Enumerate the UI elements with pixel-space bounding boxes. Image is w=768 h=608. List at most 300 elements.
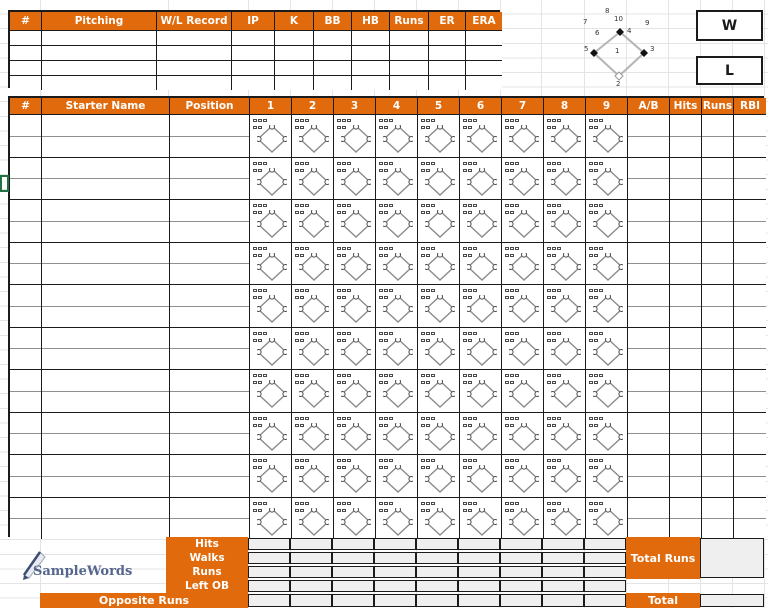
inning-cell[interactable] [460, 114, 502, 157]
substitute-divider [10, 433, 41, 434]
player-number-cell[interactable] [10, 327, 42, 370]
inning-cell[interactable] [586, 412, 628, 455]
pitcher-stat-cell[interactable] [466, 30, 502, 45]
stat-cell[interactable] [734, 114, 766, 157]
stat-cell[interactable] [628, 412, 670, 455]
inning-cell[interactable] [418, 454, 460, 497]
inning-cell[interactable] [376, 284, 418, 327]
substitute-divider [170, 476, 249, 477]
inning-cell[interactable] [502, 199, 544, 242]
starter-name-cell[interactable] [42, 199, 170, 242]
pitching-header-cell: Pitching [42, 12, 157, 30]
inning-cell[interactable] [250, 114, 292, 157]
pitcher-stat-cell[interactable] [466, 45, 502, 60]
summary-value-cell[interactable] [584, 566, 626, 578]
pitcher-stat-cell[interactable] [157, 60, 232, 75]
stat-cell[interactable] [628, 327, 670, 370]
substitute-divider [702, 391, 733, 392]
summary-value-cell[interactable] [416, 566, 458, 578]
base-diamond-icon [593, 465, 623, 493]
summary-value-cell[interactable] [458, 594, 500, 607]
pitcher-stat-cell[interactable] [466, 75, 502, 90]
inning-cell[interactable] [418, 497, 460, 540]
inning-cell[interactable] [418, 157, 460, 200]
inning-cell[interactable] [334, 497, 376, 540]
stat-cell[interactable] [702, 242, 734, 285]
starter-name-cell[interactable] [42, 454, 170, 497]
stat-cell[interactable] [670, 199, 702, 242]
position-cell[interactable] [170, 369, 250, 412]
pitcher-stat-cell[interactable] [390, 30, 429, 45]
position-cell[interactable] [170, 454, 250, 497]
inning-cell[interactable] [334, 454, 376, 497]
inning-cell[interactable] [250, 497, 292, 540]
inning-cell[interactable] [418, 284, 460, 327]
inning-cell[interactable] [334, 199, 376, 242]
substitute-divider [170, 136, 249, 137]
inning-cell[interactable] [376, 369, 418, 412]
starter-name-cell[interactable] [42, 284, 170, 327]
substitute-divider [734, 348, 766, 349]
pitcher-stat-cell[interactable] [314, 30, 352, 45]
pitcher-stat-cell[interactable] [157, 75, 232, 90]
substitute-divider [170, 221, 249, 222]
batting-header-cell: Position [170, 98, 250, 114]
inning-cell[interactable] [250, 284, 292, 327]
pitcher-stat-cell[interactable] [466, 60, 502, 75]
stat-cell[interactable] [734, 497, 766, 540]
substitute-divider [628, 136, 669, 137]
substitute-divider [702, 263, 733, 264]
inning-cell[interactable] [586, 327, 628, 370]
inning-cell[interactable] [418, 369, 460, 412]
starter-name-cell[interactable] [42, 114, 170, 157]
stat-cell[interactable] [628, 284, 670, 327]
inning-cell[interactable] [460, 157, 502, 200]
substitute-divider [670, 518, 701, 519]
starter-name-cell[interactable] [42, 369, 170, 412]
stat-cell[interactable] [670, 284, 702, 327]
stat-cell[interactable] [670, 369, 702, 412]
pitcher-stat-cell[interactable] [10, 30, 42, 45]
summary-value-cell[interactable] [374, 538, 416, 550]
inning-cell[interactable] [376, 412, 418, 455]
stat-cell[interactable] [734, 242, 766, 285]
inning-cell[interactable] [586, 242, 628, 285]
base-diamond-icon [341, 168, 371, 196]
inning-cell[interactable] [502, 369, 544, 412]
total-runs-value-cell[interactable] [700, 538, 764, 578]
inning-cell[interactable] [460, 284, 502, 327]
inning-cell[interactable] [502, 497, 544, 540]
inning-cell[interactable] [376, 199, 418, 242]
summary-value-cell[interactable] [584, 580, 626, 592]
substitute-divider [702, 476, 733, 477]
summary-value-cell[interactable] [332, 594, 374, 607]
stat-cell[interactable] [670, 157, 702, 200]
base-diamond-icon [593, 508, 623, 536]
win-box[interactable] [696, 10, 763, 41]
summary-value-cell[interactable] [542, 538, 584, 550]
inning-cell[interactable] [292, 327, 334, 370]
summary-value-cell[interactable] [542, 580, 584, 592]
position-cell[interactable] [170, 114, 250, 157]
pitcher-stat-cell[interactable] [352, 45, 390, 60]
summary-value-cell[interactable] [290, 566, 332, 578]
pitcher-stat-cell[interactable] [10, 75, 42, 90]
inning-cell[interactable] [586, 497, 628, 540]
substitute-divider [170, 348, 249, 349]
position-cell[interactable] [170, 497, 250, 540]
inning-cell[interactable] [460, 412, 502, 455]
summary-value-cell[interactable] [500, 566, 542, 578]
summary-value-cell[interactable] [416, 552, 458, 564]
summary-value-cell[interactable] [584, 538, 626, 550]
inning-cell[interactable] [376, 242, 418, 285]
stat-cell[interactable] [628, 454, 670, 497]
stat-cell[interactable] [734, 157, 766, 200]
pitcher-stat-cell[interactable] [10, 60, 42, 75]
inning-cell[interactable] [544, 454, 586, 497]
win-label: W [721, 17, 738, 34]
pitcher-stat-cell[interactable] [429, 30, 466, 45]
stat-cell[interactable] [702, 369, 734, 412]
base-diamond-icon [509, 508, 539, 536]
stat-cell[interactable] [628, 157, 670, 200]
stat-cell[interactable] [670, 412, 702, 455]
inning-cell[interactable] [250, 369, 292, 412]
summary-row-label: Walks [189, 552, 225, 564]
inning-cell[interactable] [292, 284, 334, 327]
inning-cell[interactable] [544, 327, 586, 370]
inning-cell[interactable] [292, 369, 334, 412]
base-diamond-icon [383, 125, 413, 153]
summary-value-cell[interactable] [248, 552, 290, 564]
summary-value-cell[interactable] [374, 566, 416, 578]
stat-cell[interactable] [670, 242, 702, 285]
inning-cell[interactable] [376, 497, 418, 540]
inning-cell[interactable] [502, 242, 544, 285]
substitute-divider [670, 476, 701, 477]
summary-value-cell[interactable] [542, 594, 584, 607]
inning-cell[interactable] [544, 157, 586, 200]
batting-header-cell: Starter Name [42, 98, 170, 114]
inning-cell[interactable] [460, 199, 502, 242]
stat-cell[interactable] [670, 114, 702, 157]
stat-cell[interactable] [628, 497, 670, 540]
pitcher-stat-cell[interactable] [232, 45, 275, 60]
pitcher-stat-cell[interactable] [429, 45, 466, 60]
stat-cell[interactable] [702, 454, 734, 497]
base-diamond-icon [551, 423, 581, 451]
pitcher-stat-cell[interactable] [42, 60, 157, 75]
inning-cell[interactable] [502, 327, 544, 370]
inning-cell[interactable] [334, 284, 376, 327]
summary-value-cell[interactable] [248, 566, 290, 578]
summary-value-cell[interactable] [374, 580, 416, 592]
stat-cell[interactable] [734, 284, 766, 327]
inning-cell[interactable] [376, 454, 418, 497]
pitcher-stat-cell[interactable] [352, 60, 390, 75]
position-cell[interactable] [170, 157, 250, 200]
inning-cell[interactable] [502, 412, 544, 455]
stat-cell[interactable] [628, 369, 670, 412]
inning-cell[interactable] [502, 454, 544, 497]
stat-cell[interactable] [628, 114, 670, 157]
stat-cell[interactable] [702, 114, 734, 157]
summary-value-cell[interactable] [458, 538, 500, 550]
inning-cell[interactable] [586, 454, 628, 497]
base-diamond-icon [425, 125, 455, 153]
stat-cell[interactable] [628, 242, 670, 285]
substitute-divider [628, 306, 669, 307]
inning-cell[interactable] [334, 327, 376, 370]
summary-value-cell[interactable] [500, 552, 542, 564]
starter-name-cell[interactable] [42, 327, 170, 370]
base-diamond-icon [257, 168, 287, 196]
starter-name-cell[interactable] [42, 497, 170, 540]
inning-cell[interactable] [292, 157, 334, 200]
summary-value-cell[interactable] [416, 538, 458, 550]
substitute-divider [10, 263, 41, 264]
inning-cell[interactable] [418, 327, 460, 370]
inning-cell[interactable] [460, 454, 502, 497]
inning-cell[interactable] [544, 369, 586, 412]
inning-cell[interactable] [334, 412, 376, 455]
stat-cell[interactable] [702, 284, 734, 327]
summary-value-cell[interactable] [332, 552, 374, 564]
pitcher-stat-cell[interactable] [10, 45, 42, 60]
inning-cell[interactable] [544, 284, 586, 327]
pitcher-stat-cell[interactable] [42, 30, 157, 45]
pitcher-stat-cell[interactable] [275, 75, 314, 90]
stat-cell[interactable] [734, 412, 766, 455]
inning-cell[interactable] [460, 327, 502, 370]
base-diamond-icon [383, 338, 413, 366]
inning-cell[interactable] [376, 114, 418, 157]
inning-cell[interactable] [292, 242, 334, 285]
inning-cell[interactable] [544, 199, 586, 242]
inning-cell[interactable] [544, 114, 586, 157]
selected-cell-outline[interactable] [0, 175, 9, 192]
base-diamond-icon [299, 338, 329, 366]
starter-name-cell[interactable] [42, 242, 170, 285]
stat-cell[interactable] [734, 369, 766, 412]
summary-value-cell[interactable] [416, 580, 458, 592]
stat-cell[interactable] [702, 157, 734, 200]
inning-cell[interactable] [250, 412, 292, 455]
base-diamond-icon [551, 210, 581, 238]
stat-cell[interactable] [628, 199, 670, 242]
pitcher-stat-cell[interactable] [314, 75, 352, 90]
inning-cell[interactable] [250, 242, 292, 285]
substitute-divider [42, 306, 169, 307]
position-cell[interactable] [170, 327, 250, 370]
summary-value-cell[interactable] [374, 552, 416, 564]
summary-value-cell[interactable] [248, 594, 290, 607]
inning-cell[interactable] [418, 199, 460, 242]
pitcher-stat-cell[interactable] [157, 30, 232, 45]
pitcher-stat-cell[interactable] [390, 75, 429, 90]
position-cell[interactable] [170, 199, 250, 242]
summary-value-cell[interactable] [542, 552, 584, 564]
pitcher-stat-cell[interactable] [232, 75, 275, 90]
substitute-divider [628, 391, 669, 392]
substitute-divider [670, 391, 701, 392]
summary-value-cell[interactable] [500, 594, 542, 607]
inning-cell[interactable] [586, 199, 628, 242]
pitcher-stat-cell[interactable] [429, 60, 466, 75]
player-number-cell[interactable] [10, 157, 42, 200]
inning-cell[interactable] [250, 199, 292, 242]
pitcher-stat-cell[interactable] [275, 60, 314, 75]
summary-value-cell[interactable] [416, 594, 458, 607]
stat-cell[interactable] [702, 412, 734, 455]
summary-value-cell[interactable] [332, 538, 374, 550]
inning-cell[interactable] [544, 412, 586, 455]
position-cell[interactable] [170, 242, 250, 285]
inning-cell[interactable] [292, 412, 334, 455]
base-diamond-icon [425, 210, 455, 238]
starter-name-cell[interactable] [42, 412, 170, 455]
inning-cell[interactable] [334, 242, 376, 285]
stat-cell[interactable] [670, 454, 702, 497]
stat-cell[interactable] [702, 327, 734, 370]
inning-cell[interactable] [586, 369, 628, 412]
base-diamond-icon [425, 423, 455, 451]
summary-value-cell[interactable] [290, 538, 332, 550]
pitcher-stat-cell[interactable] [157, 45, 232, 60]
summary-value-cell[interactable] [458, 552, 500, 564]
inning-cell[interactable] [418, 242, 460, 285]
pitcher-stat-cell[interactable] [42, 75, 157, 90]
inning-cell[interactable] [586, 284, 628, 327]
base-diamond-icon [593, 380, 623, 408]
summary-value-cell[interactable] [290, 552, 332, 564]
inning-cell[interactable] [418, 412, 460, 455]
pitcher-stat-cell[interactable] [314, 45, 352, 60]
player-number-cell[interactable] [10, 412, 42, 455]
inning-cell[interactable] [250, 327, 292, 370]
position-cell[interactable] [170, 284, 250, 327]
inning-cell[interactable] [250, 454, 292, 497]
inning-cell[interactable] [292, 114, 334, 157]
inning-cell[interactable] [418, 114, 460, 157]
loss-box[interactable] [696, 56, 763, 85]
player-number-cell[interactable] [10, 242, 42, 285]
substitute-divider [170, 433, 249, 434]
player-number-cell[interactable] [10, 284, 42, 327]
summary-value-cell[interactable] [584, 552, 626, 564]
summary-row-label: Left OB [185, 580, 229, 592]
substitute-divider [42, 476, 169, 477]
pitcher-stat-cell[interactable] [429, 75, 466, 90]
inning-cell[interactable] [460, 242, 502, 285]
player-number-cell[interactable] [10, 497, 42, 540]
inning-cell[interactable] [376, 157, 418, 200]
inning-cell[interactable] [376, 327, 418, 370]
summary-value-cell[interactable] [332, 566, 374, 578]
stat-cell[interactable] [734, 454, 766, 497]
position-cell[interactable] [170, 412, 250, 455]
player-number-cell[interactable] [10, 199, 42, 242]
pitcher-stat-cell[interactable] [352, 30, 390, 45]
total-value-cell[interactable] [700, 594, 764, 607]
summary-value-cell[interactable] [248, 538, 290, 550]
inning-cell[interactable] [502, 157, 544, 200]
inning-cell[interactable] [544, 497, 586, 540]
summary-value-cell[interactable] [374, 594, 416, 607]
summary-value-cell[interactable] [290, 594, 332, 607]
inning-cell[interactable] [586, 114, 628, 157]
pitcher-stat-cell[interactable] [352, 75, 390, 90]
substitute-divider [10, 348, 41, 349]
inning-cell[interactable] [292, 454, 334, 497]
summary-value-cell[interactable] [290, 580, 332, 592]
substitute-divider [702, 518, 733, 519]
inning-cell[interactable] [334, 114, 376, 157]
inning-cell[interactable] [502, 114, 544, 157]
pitcher-stat-cell[interactable] [275, 45, 314, 60]
player-number-cell[interactable] [10, 369, 42, 412]
starter-name-cell[interactable] [42, 157, 170, 200]
stat-cell[interactable] [702, 497, 734, 540]
player-number-cell[interactable] [10, 454, 42, 497]
inning-cell[interactable] [502, 284, 544, 327]
stat-cell[interactable] [670, 497, 702, 540]
player-number-cell[interactable] [10, 114, 42, 157]
inning-cell[interactable] [460, 497, 502, 540]
summary-value-cell[interactable] [332, 580, 374, 592]
base-diamond-icon [593, 168, 623, 196]
summary-value-cell[interactable] [458, 580, 500, 592]
summary-value-cell[interactable] [458, 566, 500, 578]
substitute-divider [702, 306, 733, 307]
summary-value-cell[interactable] [500, 580, 542, 592]
inning-cell[interactable] [250, 157, 292, 200]
stat-cell[interactable] [734, 327, 766, 370]
pitcher-stat-cell[interactable] [232, 60, 275, 75]
base-diamond-icon [551, 380, 581, 408]
inning-cell[interactable] [334, 369, 376, 412]
substitute-divider [170, 263, 249, 264]
summary-value-cell[interactable] [542, 566, 584, 578]
inning-cell[interactable] [460, 369, 502, 412]
inning-cell[interactable] [544, 242, 586, 285]
summary-value-cell[interactable] [584, 594, 626, 607]
inning-cell[interactable] [334, 157, 376, 200]
summary-value-cell[interactable] [248, 580, 290, 592]
pitcher-stat-cell[interactable] [42, 45, 157, 60]
stat-cell[interactable] [702, 199, 734, 242]
base-diamond-icon [509, 338, 539, 366]
base-diamond-icon [341, 380, 371, 408]
pitcher-stat-cell[interactable] [390, 45, 429, 60]
pitcher-stat-cell[interactable] [275, 30, 314, 45]
pitcher-stat-cell[interactable] [232, 30, 275, 45]
stat-cell[interactable] [734, 199, 766, 242]
summary-value-cell[interactable] [500, 538, 542, 550]
inning-cell[interactable] [292, 497, 334, 540]
pitcher-stat-cell[interactable] [390, 60, 429, 75]
inning-cell[interactable] [292, 199, 334, 242]
pitcher-stat-cell[interactable] [314, 60, 352, 75]
stat-cell[interactable] [670, 327, 702, 370]
base-diamond-icon [257, 210, 287, 238]
pitching-header-cell: HB [352, 12, 390, 30]
inning-cell[interactable] [586, 157, 628, 200]
base-diamond-icon [299, 380, 329, 408]
